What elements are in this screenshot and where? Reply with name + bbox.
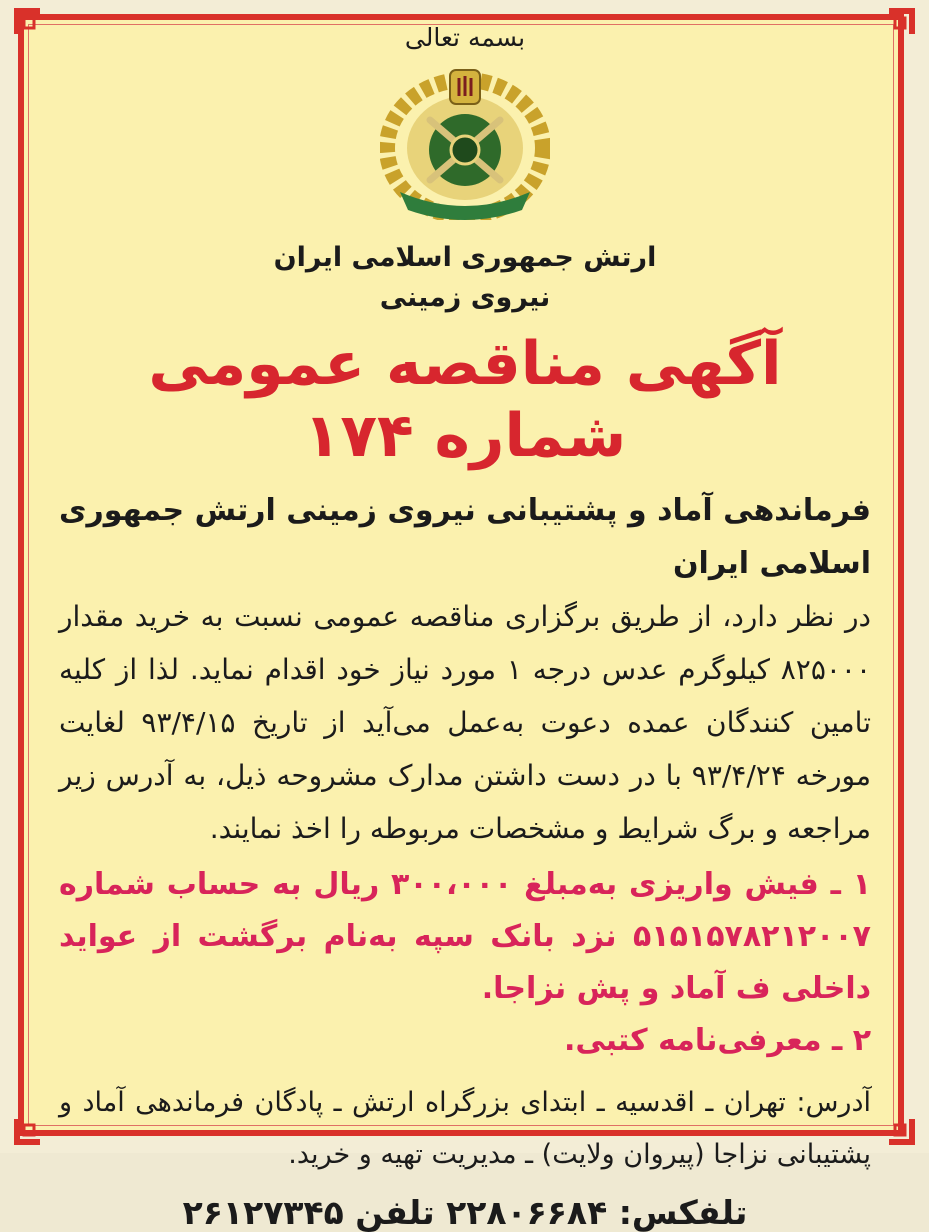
corner-ornament-icon [10,4,56,50]
corner-ornament-icon [873,4,919,50]
address-text: آدرس: تهران ـ اقدسیه ـ ابتدای بزرگراه ارتش ـ پادگان فرماندهی آماد و پشتیبانی نزاجا (پیروان ولایت) ـ مدیریت تهیه و خرید. [59,1087,871,1170]
org-line-1: ارتش جمهوری اسلامی ایران [273,242,657,273]
requirements-list [55,859,875,1067]
tender-lead: فرماندهی آماد و پشتیبانی نیروی زمینی ارتش جمهوری اسلامی ایران [59,493,871,581]
invocation-text: بسمه تعالی [404,23,526,52]
contact-numbers: تلفکس: ۲۲۸۰۶۶۸۴ تلفن ۲۶۱۲۷۳۴۵ [182,1193,748,1232]
tender-text: در نظر دارد، از طریق برگزاری مناقصه عمومی نسبت به خرید مقدار ۸۲۵۰۰۰ کیلوگرم عدس درجه ۱ مورد نیاز خود اقدام نماید. لذا از کلیه تامین کنندگان عمده دعوت به‌عمل می‌آید از تاریخ ۹۳/۴/۱۵ لغایت مورخه ۹۳/۴/۲۴ با در دست داشتن مدارک مشروحه ذیل، به آدرس زیر مراجعه و برگ شرایط و مشخصات مربوطه را اخذ نمایند. [59,600,871,845]
ad-content [55,14,875,1232]
tender-title: آگهی مناقصه عمومی شماره ۱۷۴ [148,329,782,471]
tender-body [55,484,875,855]
requirement-item: ۱ ـ فیش واریزی به‌مبلغ ۳۰۰،۰۰۰ ریال به حساب شماره ۵۱۵۱۵۷۸۲۱۲۰۰۷ نزد بانک سپه به‌نام برگشت از عواید داخلی ف آماد و پش نزاجا. [59,867,871,1006]
corner-ornament-icon [873,1103,919,1149]
organization-name [55,238,875,318]
requirement-item: ۲ ـ معرفی‌نامه کتبی. [563,1023,871,1058]
org-line-2: نیروی زمینی [379,282,551,313]
corner-ornament-icon [10,1103,56,1149]
army-emblem-icon [380,60,550,220]
